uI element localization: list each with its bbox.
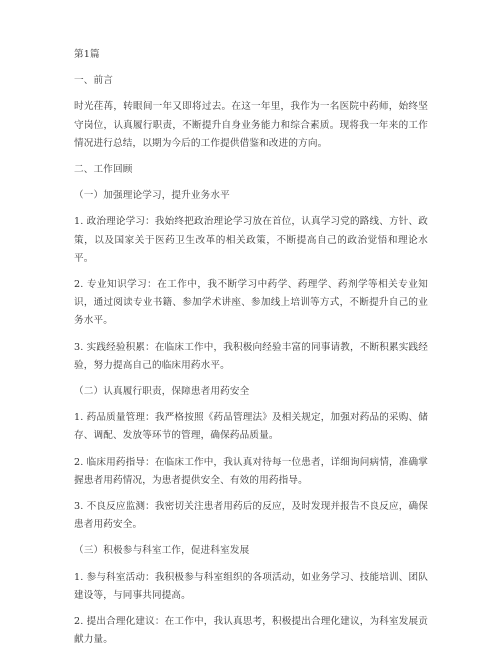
section-heading: 二、工作回顾 <box>74 164 133 176</box>
paragraph: 2. 专业知识学习：在工作中，我不断学习中药学、药理学、药剂学等相关专业知识，通过阅读专业书籍、参加学术讲座、参加线上培训等方式，不断提升自己的业务水平。 <box>74 279 428 327</box>
paragraph: 3. 实践经验积累：在临床工作中，我积极向经验丰富的同事请教，不断积累实践经验，努力提高自己的临床用药水平。 <box>74 341 428 371</box>
paragraph: 2. 提出合理化建议：在工作中，我认真思考，积极提出合理化建议，为科室发展贡献力量。 <box>74 616 428 646</box>
paragraph: 1. 药品质量管理：我严格按照《药品管理法》及相关规定，加强对药品的采购、储存、调配、发放等环节的管理，确保药品质量。 <box>74 412 428 442</box>
paragraph: 1. 参与科室活动：我积极参与科室组织的各项活动，如业务学习、技能培训、团队建设等，与同事共同提高。 <box>74 571 428 601</box>
page-label: 第1篇 <box>74 49 100 60</box>
document-body <box>74 72 428 649</box>
paragraph: 3. 不良反应监测：我密切关注患者用药后的反应，及时发现并报告不良反应，确保患者用药安全。 <box>74 501 428 531</box>
paragraph: 时光荏苒，转眼间一年又即将过去。在这一年里，我作为一名医院中药师，始终坚守岗位，认真履行职责，不断提升自身业务能力和综合素质。现将我一年来的工作情况进行总结，以期为今后的工作提供借鉴和改进的方向。 <box>74 101 428 149</box>
subsection-heading: （二）认真履行职责，保障患者用药安全 <box>74 386 250 398</box>
paragraph: 2. 临床用药指导：在临床工作中，我认真对待每一位患者，详细询问病情，准确掌握患者用药情况，为患者提供安全、有效的用药指导。 <box>74 456 428 486</box>
subsection-heading: （一）加强理论学习，提升业务水平 <box>74 190 230 202</box>
subsection-heading: （三）积极参与科室工作，促进科室发展 <box>74 545 250 557</box>
paragraph: 1. 政治理论学习：我始终把政治理论学习放在首位，认真学习党的路线、方针、政策，以及国家关于医药卫生改革的相关政策，不断提高自己的政治觉悟和理论水平。 <box>74 216 428 264</box>
section-heading: 一、前言 <box>74 75 113 87</box>
